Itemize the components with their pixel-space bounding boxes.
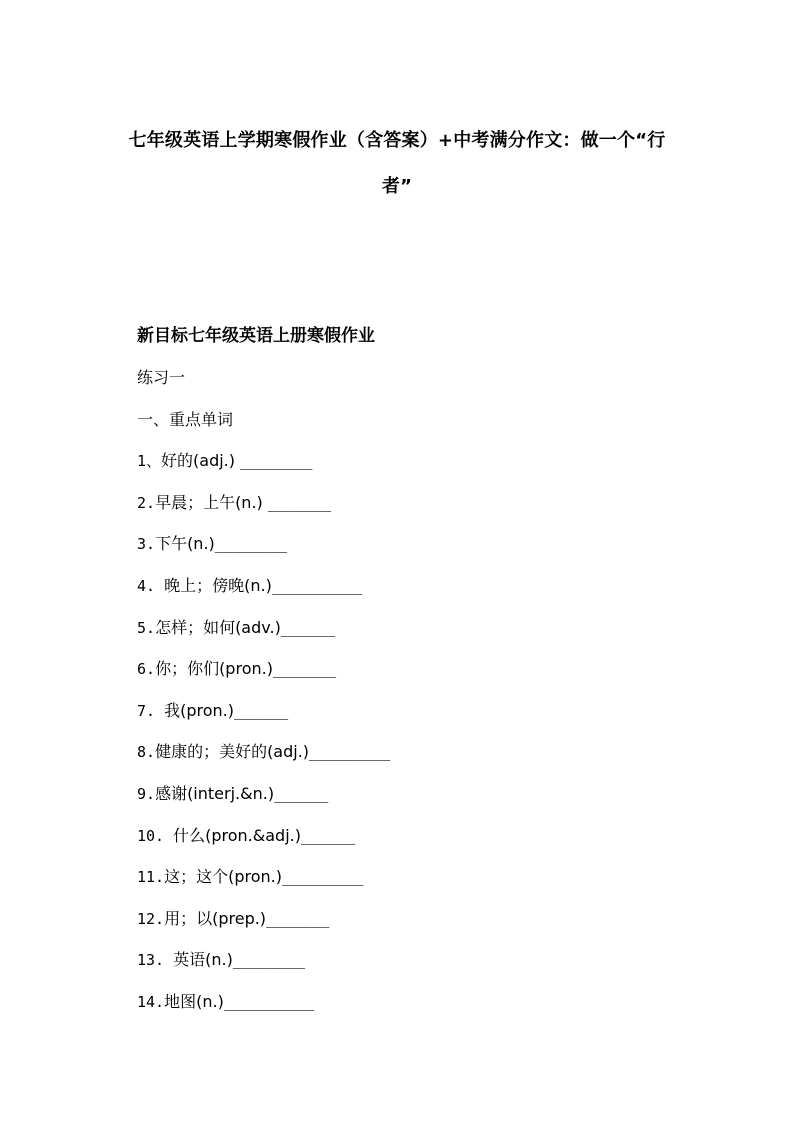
exercise-label: 练习一: [137, 368, 186, 387]
answer-blank[interactable]: ______: [233, 701, 289, 720]
item-number: 8.: [137, 743, 156, 762]
item-prompt: 晚上；傍晚(n.): [164, 575, 272, 595]
answer-blank[interactable]: _______: [272, 660, 337, 679]
item-prompt: 地图(n.): [164, 991, 224, 1011]
answer-blank[interactable]: ________: [214, 535, 288, 554]
item-prompt: 什么(pron.&adj.): [173, 825, 301, 845]
item-prompt: 下午(n.): [155, 534, 215, 554]
vocabulary-item: [137, 738, 697, 780]
answer-blank[interactable]: _________: [281, 868, 364, 887]
vocabulary-item: [137, 946, 697, 988]
vocabulary-item: [137, 614, 697, 656]
item-number: 4.: [137, 576, 165, 595]
answer-blank[interactable]: ________: [240, 452, 313, 471]
item-number: 9.: [137, 784, 156, 803]
answer-blank[interactable]: ______: [300, 826, 356, 845]
item-number: 7.: [137, 701, 165, 720]
vocabulary-item: [137, 863, 697, 905]
part-heading: 一、重点单词: [137, 409, 234, 429]
section-heading: 新目标七年级英语上册寒假作业: [137, 326, 375, 346]
item-prompt: 用；以(prep.): [164, 908, 267, 928]
item-prompt: 这；这个(pron.): [164, 867, 282, 887]
answer-blank[interactable]: ________: [232, 951, 306, 970]
document-title: [110, 118, 684, 210]
document-body: [137, 322, 697, 1030]
item-number: 14.: [137, 992, 165, 1011]
item-prompt: 早晨；上午(n.): [155, 492, 268, 512]
title-line-2: 者”: [381, 176, 413, 197]
title-line-1: 七年级英语上学期寒假作业（含答案）+中考满分作文：做一个“行: [128, 130, 666, 151]
vocabulary-list: [137, 447, 697, 1029]
item-number: 2.: [137, 493, 156, 512]
item-number: 1、: [137, 452, 162, 471]
answer-blank[interactable]: ______: [280, 618, 336, 637]
answer-blank[interactable]: _______: [266, 909, 330, 928]
item-prompt: 我(pron.): [164, 700, 234, 720]
item-prompt: 怎样；如何(adv.): [155, 617, 281, 637]
vocabulary-item: [137, 489, 697, 531]
vocabulary-item: [137, 447, 697, 489]
item-prompt: 健康的；美好的(adj.): [155, 742, 310, 762]
item-prompt: 感谢(interj.&n.): [155, 783, 275, 803]
vocabulary-item: [137, 697, 697, 739]
answer-blank[interactable]: ______: [274, 784, 329, 803]
item-number: 11.: [137, 868, 165, 887]
item-number: 12.: [137, 909, 165, 928]
item-number: 13.: [137, 951, 174, 970]
vocabulary-item: [137, 572, 697, 614]
vocabulary-item: [137, 655, 697, 697]
vocabulary-item: [137, 905, 697, 947]
item-prompt: 好的(adj.): [161, 451, 241, 471]
vocabulary-item: [137, 988, 697, 1030]
item-number: 3.: [137, 535, 156, 554]
item-prompt: 英语(n.): [173, 950, 233, 970]
item-prompt: 你；你们(pron.): [155, 659, 273, 679]
vocabulary-item: [137, 530, 697, 572]
answer-blank[interactable]: _______: [267, 493, 332, 512]
answer-blank[interactable]: __________: [223, 992, 315, 1011]
vocabulary-item: [137, 822, 697, 864]
item-number: 6.: [137, 660, 156, 679]
vocabulary-item: [137, 780, 697, 822]
item-number: 10.: [137, 826, 174, 845]
item-number: 5.: [137, 618, 156, 637]
answer-blank[interactable]: _________: [309, 743, 391, 762]
answer-blank[interactable]: __________: [271, 576, 363, 595]
